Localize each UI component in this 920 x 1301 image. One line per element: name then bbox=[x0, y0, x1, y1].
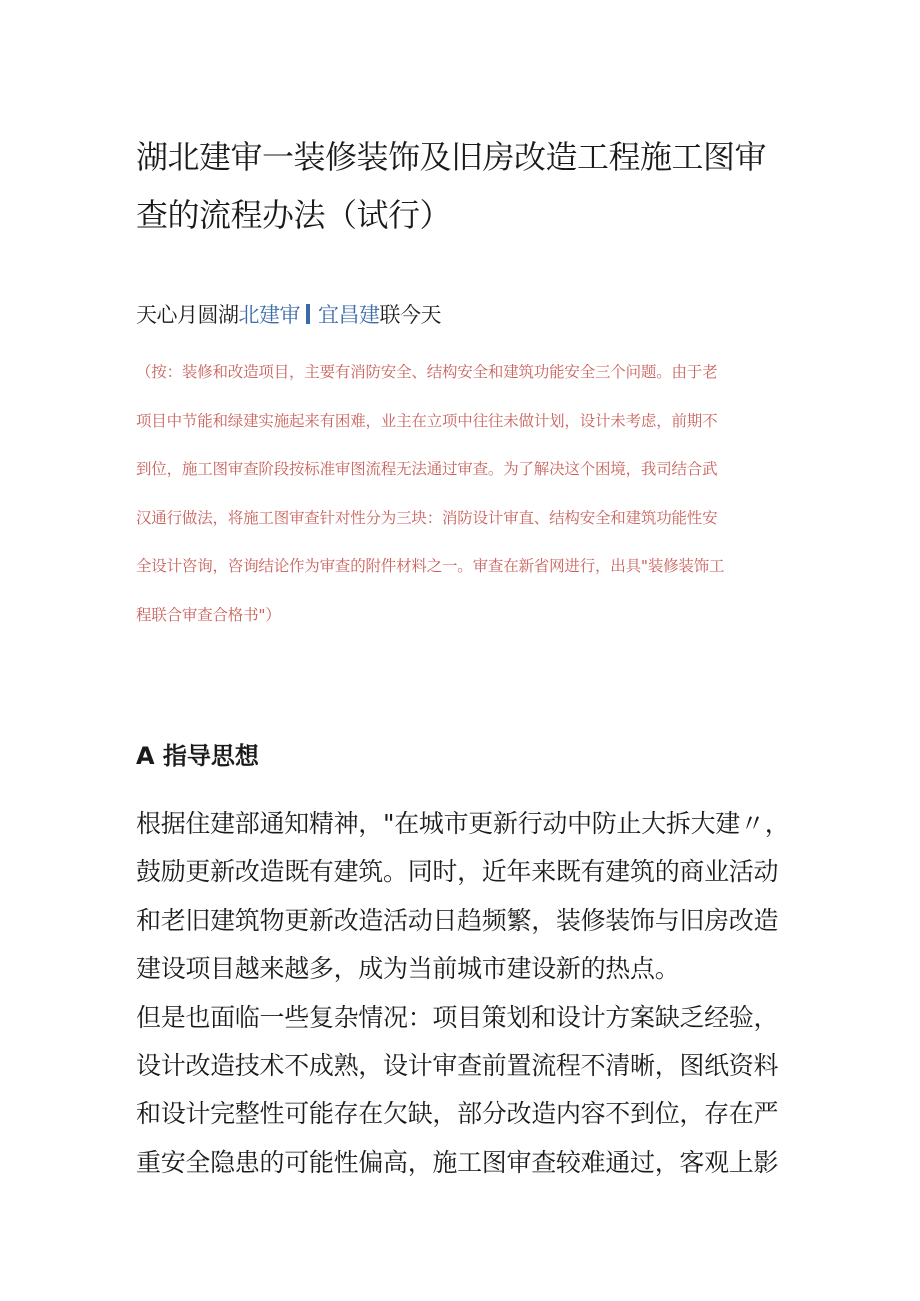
editor-note bbox=[136, 348, 796, 639]
byline-accent-2: 宜昌建 bbox=[318, 303, 380, 327]
note-line: 到位，施工图审查阶段按标准审图流程无法通过审查。为了解决这个困境，我司结合武 bbox=[136, 460, 718, 478]
body-line: 建设项目越来越多，成为当前城市建设新的热点。 bbox=[136, 954, 680, 984]
byline-separator bbox=[306, 304, 310, 324]
article-title bbox=[136, 128, 796, 244]
body-line: 设计改造技术不成熟，设计审查前置流程不清晰，图纸资料 bbox=[136, 1051, 779, 1081]
body-line: 根据住建部通知精神，"在城市更新行动中防止大拆大建〃， bbox=[136, 809, 790, 838]
body-line: 鼓励更新改造既有建筑。同时，近年来既有建筑的商业活动 bbox=[136, 857, 779, 887]
byline-prefix: 天心月圆湖 bbox=[136, 303, 239, 327]
title-line: 查的流程办法（试行） bbox=[136, 196, 452, 234]
note-line: 全设计咨询，咨询结论作为审查的附件材料之一。审查在新省网进行，出具"装修装饰工 bbox=[136, 557, 725, 575]
body-line: 和设计完整性可能存在欠缺，部分改造内容不到位，存在严 bbox=[136, 1099, 779, 1129]
byline-suffix: 联今天 bbox=[379, 303, 441, 327]
body-line: 和老旧建筑物更新改造活动日趋频繁，装修装饰与旧房改造 bbox=[136, 905, 779, 935]
note-line: 项目中节能和绿建实施起来有困难，业主在立项中往往未做计划，设计未考虑，前期不 bbox=[136, 411, 718, 430]
byline-accent-1: 北建审 bbox=[238, 303, 300, 327]
note-line: （按：装修和改造项目，主要有消防安全、结构安全和建筑功能安全三个问题。由于老 bbox=[136, 363, 718, 381]
body-text bbox=[136, 800, 816, 1187]
note-line: 汉通行做法，将施工图审查针对性分为三块：消防设计审直、结构安全和建筑功能性安 bbox=[136, 508, 718, 527]
section-heading: A 指导思想 bbox=[136, 742, 259, 770]
body-line: 但是也面临一些复杂情况：项目策划和设计方案缺乏经验， bbox=[136, 1002, 779, 1032]
author-byline bbox=[136, 298, 441, 332]
note-line: 程联合审查合格书"） bbox=[136, 605, 281, 624]
body-line: 重安全隐患的可能性偏高，施工图审查较难通过，客观上影 bbox=[136, 1147, 779, 1177]
title-line: 湖北建审一装修装饰及旧房改造工程施工图审 bbox=[136, 138, 767, 176]
